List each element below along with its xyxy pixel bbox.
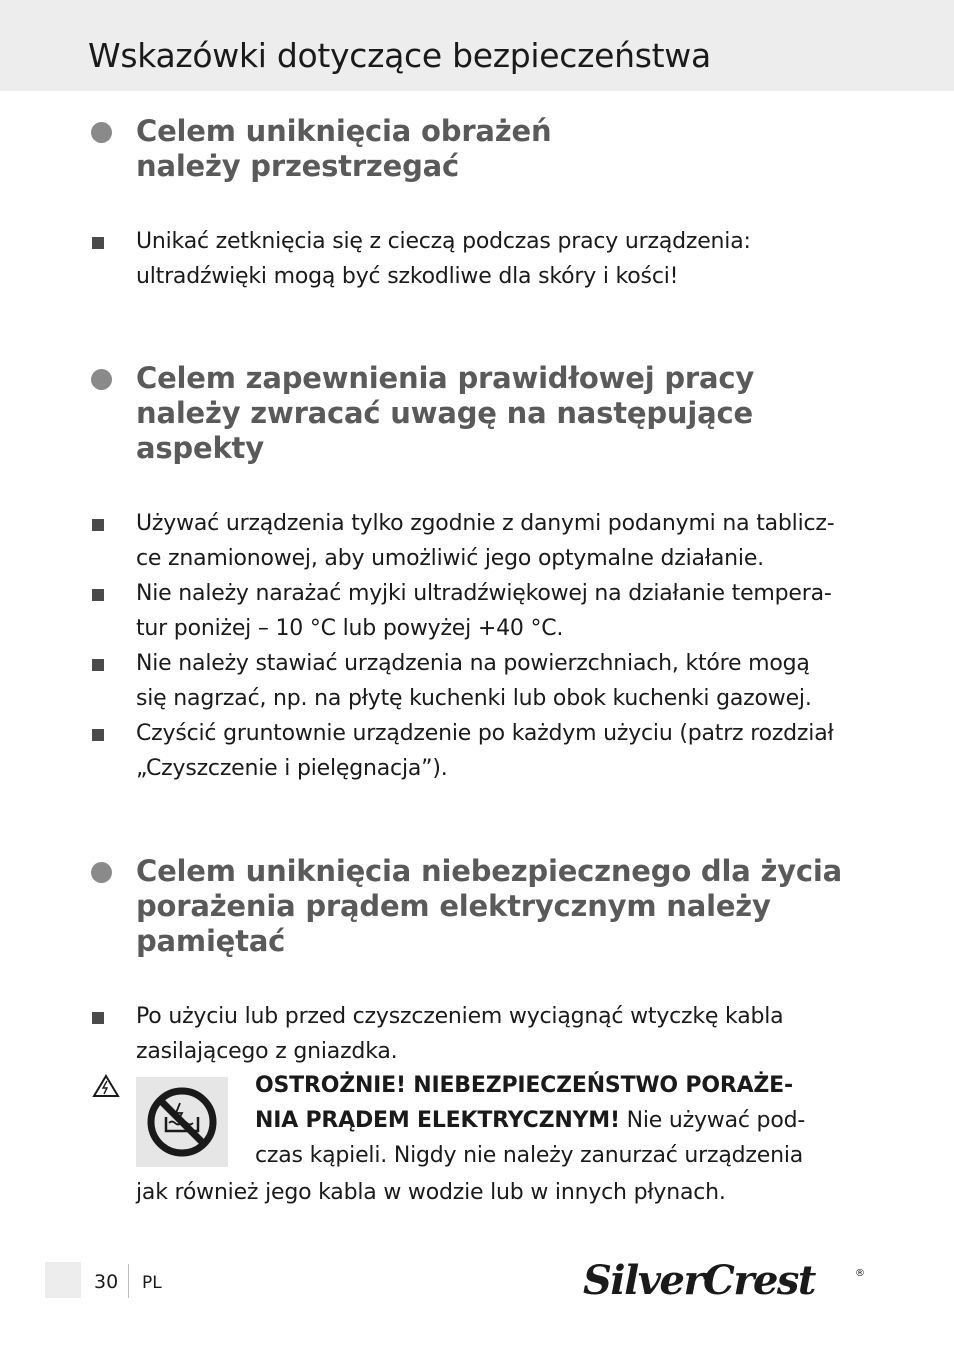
section-heading-operation bbox=[136, 361, 876, 466]
warning-line-rest: Nie używać pod- bbox=[619, 1108, 806, 1133]
item-line: Unikać zetknięcia się z cieczą podczas pracy urządzenia: bbox=[136, 229, 751, 254]
bullet-square bbox=[92, 729, 104, 741]
heading-line: Celem uniknięcia niebezpiecznego dla życia bbox=[136, 854, 842, 888]
page-number: 30 bbox=[94, 1271, 119, 1293]
section-dot bbox=[91, 862, 112, 883]
heading-line: Celem uniknięcia obrażeń bbox=[136, 114, 552, 148]
footer-tab bbox=[45, 1262, 81, 1298]
heading-line: pamiętać bbox=[136, 924, 286, 958]
item-line: się nagrzać, np. na płytę kuchenki lub obok kuchenki gazowej. bbox=[136, 686, 812, 711]
registered-mark: ® bbox=[855, 1268, 865, 1279]
warning-line bbox=[255, 1103, 875, 1138]
list-item bbox=[136, 999, 871, 1069]
warning-bold-line: OSTROŻNIE! NIEBEZPIECZEŃSTWO PORAŻE- bbox=[255, 1073, 793, 1098]
heading-line: należy zwracać uwagę na następujące bbox=[136, 396, 753, 430]
no-bathing-icon bbox=[136, 1077, 228, 1167]
item-line: zasilającego z gniazdka. bbox=[136, 1039, 398, 1064]
list-item bbox=[136, 224, 871, 294]
bullet-square bbox=[92, 1012, 104, 1024]
item-line: Używać urządzenia tylko zgodnie z danymi podanymi na tablicz- bbox=[136, 511, 835, 536]
list-item bbox=[136, 576, 871, 646]
item-line: Nie należy narażać myjki ultradźwiękowej na działanie tempera- bbox=[136, 581, 832, 606]
item-line: tur poniżej – 10 °C lub powyżej +40 °C. bbox=[136, 616, 564, 641]
bullet-square bbox=[92, 589, 104, 601]
item-line: Po użyciu lub przed czyszczeniem wyciągnąć wtyczkę kabla bbox=[136, 1004, 784, 1029]
brand-logo: SilverCrest bbox=[583, 1257, 815, 1304]
bullet-square bbox=[92, 519, 104, 531]
warning-line: czas kąpieli. Nigdy nie należy zanurzać urządzenia bbox=[255, 1143, 804, 1168]
page-title: Wskazówki dotyczące bezpieczeństwa bbox=[88, 36, 711, 75]
section-dot bbox=[91, 122, 112, 143]
bullet-square bbox=[92, 659, 104, 671]
bullet-square bbox=[92, 237, 104, 249]
item-line: „Czyszczenie i pielęgnacja”). bbox=[136, 756, 448, 781]
item-line: ultradźwięki mogą być szkodliwe dla skóry i kości! bbox=[136, 264, 679, 289]
warning-bold-line: NIA PRĄDEM ELEKTRYCZNYM! bbox=[255, 1108, 620, 1133]
section-heading-injury bbox=[136, 114, 876, 184]
item-line: Czyścić gruntownie urządzenie po każdym użyciu (patrz rozdział bbox=[136, 721, 834, 746]
heading-line: porażenia prądem elektrycznym należy bbox=[136, 889, 771, 923]
warning-text bbox=[255, 1068, 875, 1173]
list-item bbox=[136, 506, 871, 576]
warning-triangle-icon bbox=[92, 1074, 120, 1098]
language-code: PL bbox=[142, 1273, 162, 1293]
heading-line: aspekty bbox=[136, 431, 264, 465]
heading-line: należy przestrzegać bbox=[136, 149, 460, 183]
item-line: Nie należy stawiać urządzenia na powierzchniach, które mogą bbox=[136, 651, 810, 676]
warning-line: jak również jego kabla w wodzie lub w innych płynach. bbox=[136, 1180, 726, 1205]
footer-divider bbox=[128, 1264, 129, 1298]
list-item bbox=[136, 716, 871, 786]
item-line: ce znamionowej, aby umożliwić jego optymalne działanie. bbox=[136, 546, 764, 571]
section-dot bbox=[91, 369, 112, 390]
section-heading-electric-shock bbox=[136, 854, 876, 959]
heading-line: Celem zapewnienia prawidłowej pracy bbox=[136, 361, 755, 395]
list-item bbox=[136, 646, 871, 716]
